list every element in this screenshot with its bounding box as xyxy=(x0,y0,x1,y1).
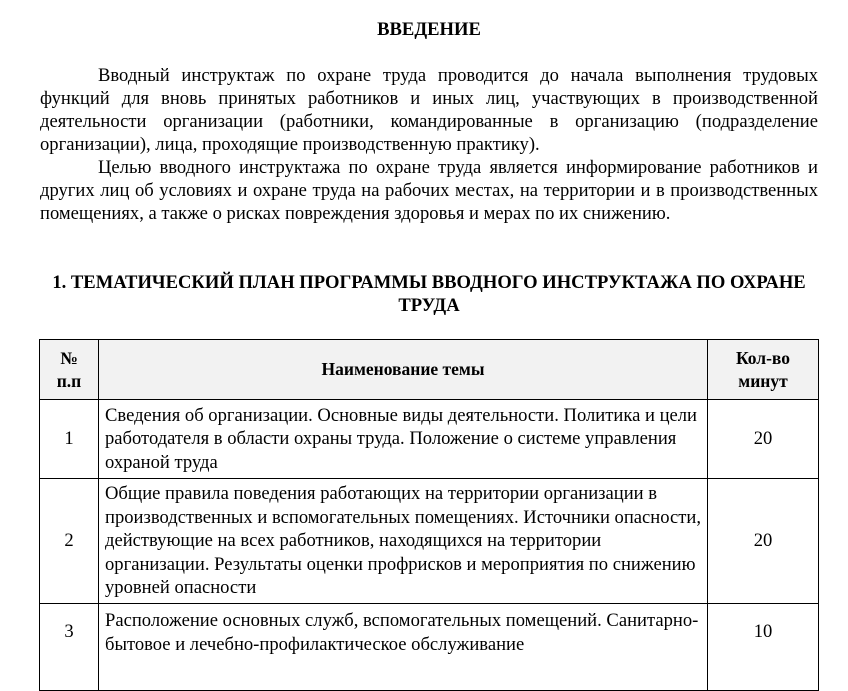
row-number: 2 xyxy=(40,479,99,604)
section-heading: 1. ТЕМАТИЧЕСКИЙ ПЛАН ПРОГРАММЫ ВВОДНОГО ИНСТРУКТАЖА ПО ОХРАНЕ ТРУДА xyxy=(52,272,806,316)
intro-body xyxy=(40,64,818,225)
intro-paragraph-1: Вводный инструктаж по охране труда проводится до начала выполнения трудовых функций для вновь принятых работников и иных лиц, участвующих в производственной деятельности организации (работники, командированные в организацию (подразделение организации), лица, проходящие производственную практику). xyxy=(40,65,818,155)
row-number: 3 xyxy=(40,604,99,691)
table-row xyxy=(40,604,819,691)
header-topic: Наименование темы xyxy=(99,340,708,400)
header-minutes-line1: Кол-во xyxy=(735,347,791,368)
row-topic: Расположение основных служб, вспомогательных помещений. Санитарно-бытовое и лечебно-профилактическое обслуживание xyxy=(99,604,708,691)
row-topic: Сведения об организации. Основные виды деятельности. Политика и цели работодателя в области охраны труда. Положение о системе управления охраной труда xyxy=(99,400,708,479)
table-header-row xyxy=(40,340,819,400)
table-row xyxy=(40,400,819,479)
row-number: 1 xyxy=(40,400,99,479)
table-row xyxy=(40,479,819,604)
intro-paragraph-2: Целью вводного инструктажа по охране труда является информирование работников и других лиц об условиях и охране труда на рабочих местах, на территории и в производственных помещениях, а также о рисках повреждения здоровья и мерах по их снижению. xyxy=(40,157,818,224)
header-number xyxy=(40,340,99,400)
header-number-symbol: № xyxy=(60,347,78,368)
intro-heading: ВВЕДЕНИЕ xyxy=(377,19,481,40)
header-minutes-line2: минут xyxy=(738,370,788,391)
thematic-plan-table xyxy=(39,339,819,691)
header-minutes xyxy=(708,340,819,400)
row-minutes: 20 xyxy=(708,479,819,604)
row-minutes: 20 xyxy=(708,400,819,479)
row-topic: Общие правила поведения работающих на территории организации в производственных и вспомогательных помещениях. Источники опасности, действующие на всех работников, находящихся на территории организации. Результаты оценки профрисков и мероприятия по снижению уровней опасности xyxy=(99,479,708,604)
header-number-abbr: п.п xyxy=(56,370,82,391)
row-minutes: 10 xyxy=(708,604,819,691)
